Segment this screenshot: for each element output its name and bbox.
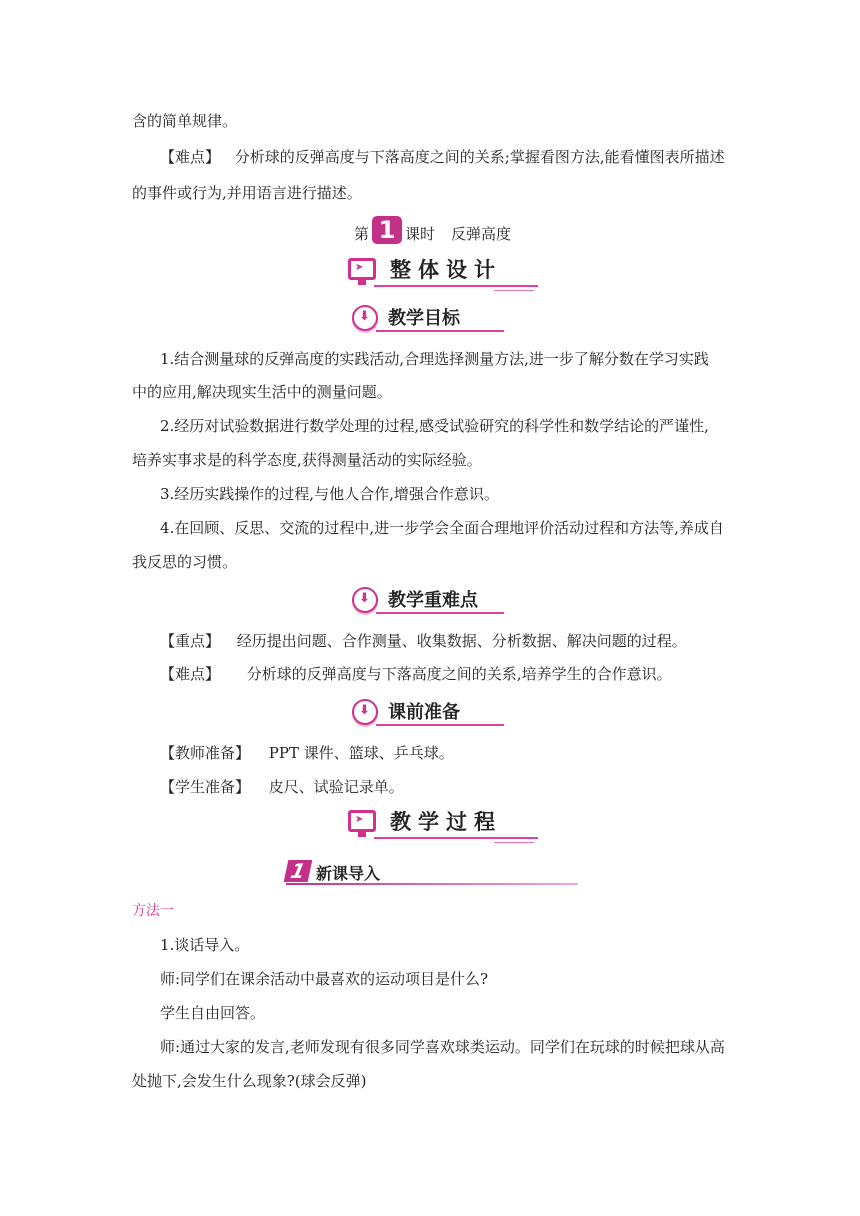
lesson-name: 反弹高度 — [451, 225, 512, 243]
intro-continuation: 含的简单规律。 — [132, 112, 238, 130]
part-title: 新课导入 — [316, 864, 381, 883]
key-difficulty-text: 分析球的反弹高度与下落高度之间的关系,培养学生的合作意识。 — [246, 665, 672, 683]
dialogue-teacher-question: 师:同学们在课余活动中最喜欢的运动项目是什么? — [160, 970, 489, 988]
subsection-title: 教学目标 — [388, 308, 460, 329]
goal-4-line2: 我反思的习惯。 — [132, 553, 238, 571]
prep-teacher — [160, 743, 454, 763]
intro-difficulty-cont: 的事件或行为,并用语言进行描述。 — [132, 184, 362, 202]
key-focus — [160, 631, 687, 651]
goal-2-line1: 2.经历对试验数据进行数学处理的过程,感受试验研究的科学性和数学结论的严谨性, — [160, 417, 709, 435]
dialogue-teacher-2-line2: 处抛下,会发生什么现象?(球会反弹) — [132, 1072, 367, 1090]
key-difficulty — [160, 664, 672, 684]
key-focus-text: 经历提出问题、合作测量、收集数据、分析数据、解决问题的过程。 — [236, 632, 687, 650]
goal-2-line2: 培养实事求是的科学态度,获得测量活动的实际经验。 — [132, 451, 482, 469]
prep-student-text: 皮尺、试验记录单。 — [268, 778, 404, 796]
section-title: 整体设计 — [390, 258, 502, 282]
part-new-lesson-intro — [286, 858, 578, 886]
dialogue-teacher-2-line1: 师:通过大家的发言,老师发现有很多同学喜欢球类运动。同学们在玩球的时候把球从高 — [160, 1038, 725, 1056]
lesson-suffix: 课时 — [405, 225, 436, 243]
prep-teacher-label: 【教师准备】 — [160, 744, 251, 762]
subsection-preparation — [352, 696, 504, 726]
prep-teacher-text: PPT 课件、篮球、乒乓球。 — [268, 744, 454, 762]
subsection-title: 课前准备 — [388, 702, 460, 723]
dialogue-students: 学生自由回答。 — [160, 1004, 266, 1022]
section-teaching-process: ➤ 教学过程 — [344, 806, 538, 840]
subsection-key-points — [352, 584, 504, 614]
intro-difficulty-text: 分析球的反弹高度与下落高度之间的关系;掌握看图方法,能看懂图表所描述 — [234, 148, 725, 166]
intro-difficulty-label: 【难点】 — [160, 148, 221, 166]
dialogue-step: 1.谈话导入。 — [160, 936, 250, 954]
method-label: 方法一 — [132, 903, 174, 919]
intro-difficulty — [160, 147, 725, 167]
part-number-badge: 1 — [284, 860, 313, 882]
section-title: 教学过程 — [390, 810, 502, 834]
goal-3-line1: 3.经历实践操作的过程,与他人合作,增强合作意识。 — [160, 485, 499, 503]
subsection-teaching-goals — [352, 302, 504, 332]
download-arrow-icon: ⬇ — [352, 699, 378, 725]
download-arrow-icon: ⬇ — [352, 305, 378, 331]
prep-student-label: 【学生准备】 — [160, 778, 251, 796]
section-overall-design: ➤ 整体设计 — [344, 254, 538, 288]
key-focus-label: 【重点】 — [160, 632, 221, 650]
goal-4-line1: 4.在回顾、反思、交流的过程中,进一步学会全面合理地评价活动过程和方法等,养成自 — [160, 519, 724, 537]
key-difficulty-label: 【难点】 — [160, 665, 221, 683]
goal-1-line1: 1.结合测量球的反弹高度的实践活动,合理选择测量方法,进一步了解分数在学习实践 — [160, 350, 709, 368]
download-arrow-icon: ⬇ — [352, 587, 378, 613]
prep-student — [160, 777, 404, 797]
lesson-title — [354, 216, 511, 244]
goal-1-line2: 中的应用,解决现实生活中的测量问题。 — [132, 383, 392, 401]
lesson-number-badge: 1 — [372, 216, 402, 244]
lesson-prefix: 第 — [354, 225, 370, 243]
subsection-title: 教学重难点 — [388, 590, 478, 611]
